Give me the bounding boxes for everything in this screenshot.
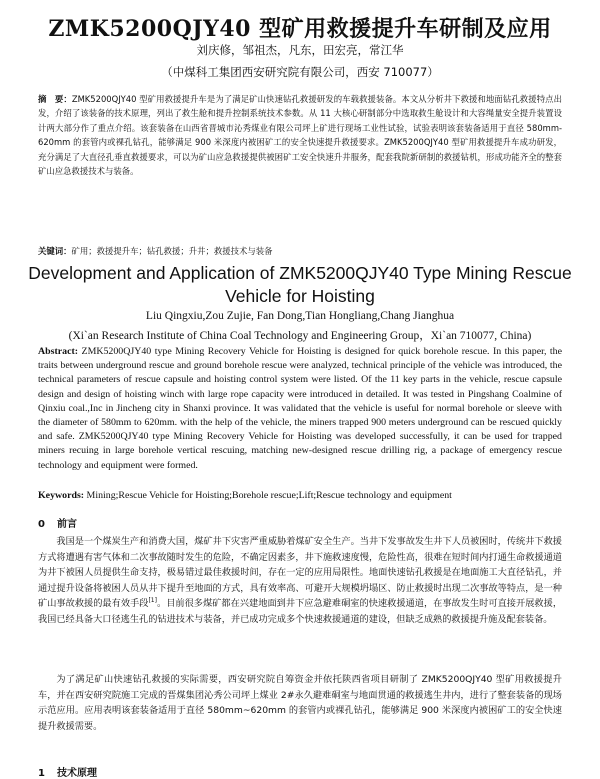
section-title: 技术原理 [56,768,97,779]
affiliation-en: (Xi`an Research Institute of China Coal Technology and Engineering Group，Xi`an 710077, China) [68,330,532,342]
affiliation-zh: （中煤科工集团西安研究院有限公司，西安 710077） [161,65,439,79]
citation-ref[interactable]: [1] [148,597,157,605]
keywords-en-label: Keywords: [38,490,85,501]
paragraph-text: 我国是一个煤炭生产和消费大国，煤矿井下灾害严重威胁着煤矿安全生产。当井下发事故发生井下人员被困时，传统井下救援方式将遭遇有害气体和二次事故随时发生的危险，不确定因素多，井下施救速度慢，危险性高，很难在短时间内打通生命救援通道为井下被困人员提供生命支持，极易错过最佳救援时间，存在一定的应用局限性。地面快速钻孔救援是在地面施工大直径钻孔，并通过提升设备将被困人员从井下提升至地面的方式，具有效率高、可避开大规模坍塌区、防止救援时出现二次事故等特点，是一种矿山事故救援的最有效手段 [38,536,562,610]
abstract-en-text: ZMK5200QJY40 type Mining Recovery Vehicle for Hoisting is designed for quick borehole rescue. In this paper, the traits between underground rescue and ground borehole rescue were analyzed, technical principle of the vehicle was introduced, the technical parameters of rescue capsule and hoisting control system were listed. Of the 11 key parts in the vehicle, rescue capsule design and design of hoisting winch with large rope capacity were introduced in detailed. It was tested in Pingshang Coalmine of Qinxiu coal.,Inc in Jincheng city in Shanxi province. It was validated that the vehicle is useful for normal borehole or sleeve with the diameter of 580mm to 620mm. with the help of the vehicle, the miners trapped 900 meters underground can be rescued quickly and safe. ZMK5200QJY40 type Mining Recovery Vehicle for Hoisting was developed successfully, it can be used for trapped miners recuing in large borehole vertical rescuing, matching new-designed rescue drilling rig, a package of emergency rescue technology and equipment were formed. [38,346,562,471]
paper-title-en: Development and Application of ZMK5200QJY40 Type Mining Rescue Vehicle for Hoisting [28,263,572,306]
section-number: 0 [38,519,45,530]
abstract-en [38,345,562,473]
keywords-en [38,489,562,503]
paper-title-zh: ZMK5200QJY40 型矿用救援提升车研制及应用 [48,16,552,42]
abstract-zh-text: ZMK5200QJY40 型矿用救援提升车是为了满足矿山快速钻孔救援研发的车载救援装备。本文从分析井下救援和地面钻孔救援特点出发，介绍了该装备的技术原理，列出了救生舱和提升控制系统技术参数。从 11 大核心研制部分中选取救生舱设计和大容绳量安全提升装置设计两大部分作了重点介绍。该套装备在山西省晋城市沁秀煤业有限公司坪上矿进行现场工业性试验，试验表明该套装备适用于直径 580mm-620mm 的套管内或裸孔钻孔，能够满足 900 米深度内被困矿工的安全快速提升救援要求。ZMK5200QJY40 型矿用救援提升车成功研发，充分满足了大直径孔垂直救援要求，可以为矿山应急救援提供被困矿工安全快速升井服务，配套我院新研制的救援钻机，形成功能齐全的整套矿山应急救援技术与装备。 [38,94,563,177]
keywords-zh-label: 关键词： [38,246,72,256]
authors-zh: 刘庆修，邹祖杰，凡东，田宏亮，常江华 [196,43,404,57]
keywords-en-text: Mining;Rescue Vehicle for Hoisting;Borehole rescue;Lift;Rescue technology and equipment [86,490,452,501]
abstract-zh [38,92,562,178]
section-heading-intro [38,515,77,530]
section-heading-tech [38,764,97,779]
intro-paragraph-2 [38,672,562,734]
abstract-zh-label: 摘 要： [38,94,72,104]
section-number: 1 [38,768,45,779]
section-title: 前言 [56,519,77,530]
authors-en: Liu Qingxiu,Zou Zujie, Fan Dong,Tian Hongliang,Chang Jianghua [145,310,455,322]
keywords-zh-text: 矿用；救援提升车；钻孔救援；升井；救援技术与装备 [71,246,273,256]
keywords-zh [38,244,562,258]
abstract-en-label: Abstract: [38,346,79,357]
intro-paragraph-1 [38,534,562,628]
paragraph-text-continued: 。目前很多煤矿都在兴建地面到井下应急避难硐室的快速救援通道，在事故发生时可直接开展救援，我国已经具备大口径逃生孔的钻进技术与装备，并已成功完成多个快速救援通道的建设，但缺乏成熟的救援提升施及配套装备。 [38,598,563,625]
paragraph-text: 为了满足矿山快速钻孔救援的实际需要，西安研究院自筹资金并依托陕西省项目研制了 ZMK5200QJY40 型矿用救援提升车，并在西安研究院施工完成的晋煤集团沁秀公司坪上煤业 2#永久避难硐室与地面贯通的救援逃生井内，进行了整套装备的现场示范应用。应用表明该套装备适用于直径 580mm~620mm 的套管内或裸孔钻孔，能够满足 900 米深度内被困矿工的安全快速提升救援需要。 [38,674,562,732]
